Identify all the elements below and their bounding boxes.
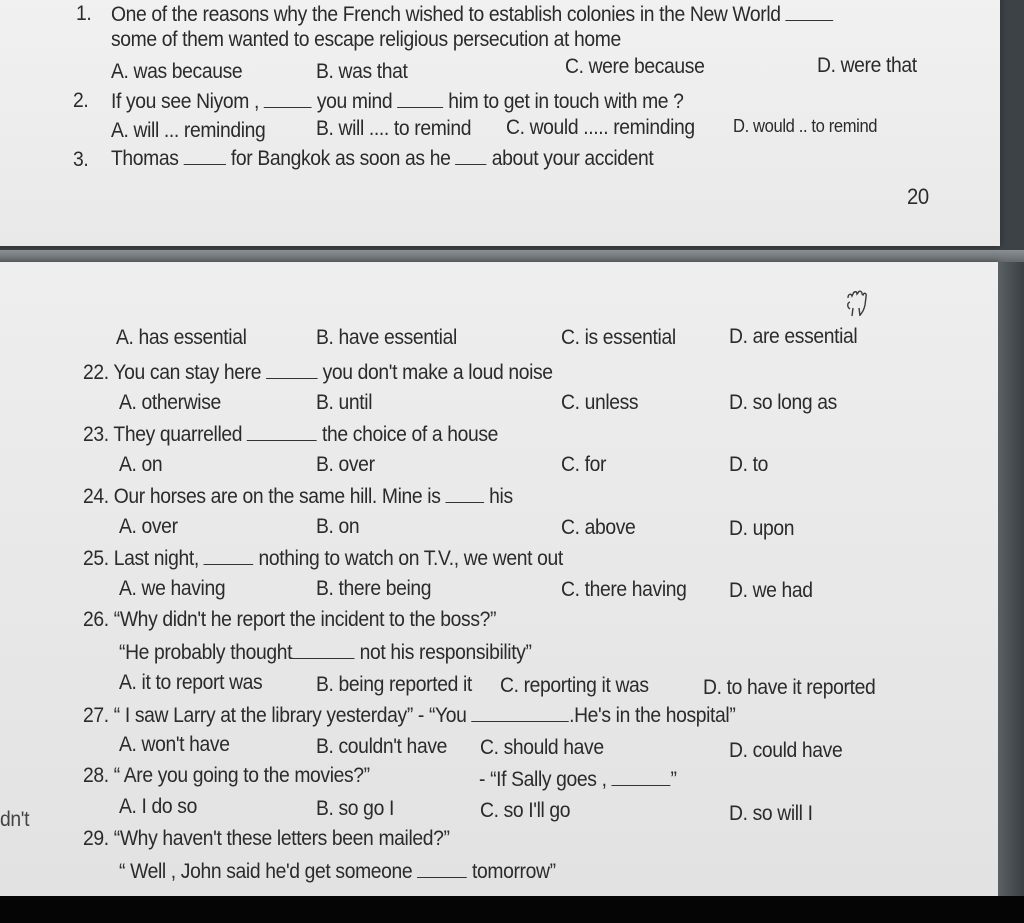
option-b: B. have essential <box>316 326 457 349</box>
option-d: D. to <box>729 453 768 476</box>
question-text: 26. “Why didn't he report the incident to the boss?” <box>83 608 497 631</box>
question-text: 22. You can stay here you don't make a loud noise <box>83 361 553 384</box>
hand-icon <box>840 288 874 322</box>
question-number: 1. <box>76 2 92 25</box>
option-c: C. would ..... reminding <box>506 116 695 139</box>
option-b: B. so go I <box>316 797 394 820</box>
question-number: 2. <box>73 89 89 112</box>
option-b: B. until <box>316 391 373 414</box>
question-number: 3. <box>73 148 89 171</box>
option-a: A. over <box>119 515 178 538</box>
question-text: 27. “ I saw Larry at the library yesterday” - “You .He's in the hospital” <box>83 704 736 727</box>
option-d: D. so will I <box>729 802 813 825</box>
option-b: B. on <box>316 515 360 538</box>
option-a: A. it to report was <box>119 671 263 694</box>
option-c: C. so I'll go <box>480 799 571 822</box>
question-text: If you see Niyom , you mind him to get in touch with me ? <box>111 90 684 113</box>
question-text: 24. Our horses are on the same hill. Mine is his <box>83 485 513 508</box>
question-text: Thomas for Bangkok as soon as he about your accident <box>111 147 654 170</box>
option-b: B. there being <box>316 577 432 600</box>
option-b: B. will .... to remind <box>316 117 472 140</box>
option-a: A. on <box>119 453 163 476</box>
question-text: 28. “ Are you going to the movies?” <box>83 764 370 787</box>
option-d: D. so long as <box>729 391 837 414</box>
option-c: C. there having <box>561 578 687 601</box>
option-a: A. was because <box>111 60 243 83</box>
margin-fragment: dn't <box>0 808 30 831</box>
option-c: C. should have <box>480 736 604 759</box>
option-d: D. could have <box>729 739 843 762</box>
option-c: C. above <box>561 516 636 539</box>
option-d: D. would .. to remind <box>733 116 878 136</box>
option-a: A. otherwise <box>119 391 221 414</box>
question-text: 29. “Why haven't these letters been mailed?” <box>83 827 450 850</box>
option-d: D. were that <box>817 54 917 77</box>
option-b: B. over <box>316 453 375 476</box>
option-c: C. were because <box>565 55 705 78</box>
option-a: A. has essential <box>116 326 247 349</box>
option-d: D. upon <box>729 517 795 540</box>
bottom-bezel <box>0 896 1024 923</box>
background-edge <box>998 262 1024 902</box>
question-text: some of them wanted to escape religious persecution at home <box>111 28 621 51</box>
question-text: One of the reasons why the French wished to establish colonies in the New World <box>111 2 834 27</box>
option-b: B. couldn't have <box>316 735 447 758</box>
option-b: B. was that <box>316 60 408 83</box>
option-a: A. I do so <box>119 795 197 818</box>
option-b: B. being reported it <box>316 673 472 696</box>
option-d: D. to have it reported <box>703 676 876 699</box>
option-d: D. we had <box>729 579 813 602</box>
option-a: A. will ... reminding <box>111 119 266 142</box>
page-number: 20 <box>907 184 929 209</box>
option-c: C. reporting it was <box>500 674 649 697</box>
question-text: 25. Last night, nothing to watch on T.V., we went out <box>83 547 563 570</box>
option-d: D. are essential <box>729 325 858 348</box>
option-c: C. unless <box>561 391 639 414</box>
option-a: A. won't have <box>119 733 230 756</box>
option-a: A. we having <box>119 577 226 600</box>
question-text: - “If Sally goes , ” <box>479 768 677 791</box>
option-c: C. is essential <box>561 326 676 349</box>
question-text: 23. They quarrelled the choice of a house <box>83 423 499 446</box>
question-text: “ Well , John said he'd get someone tomorrow” <box>119 860 556 883</box>
question-text: “He probably thought not his responsibility” <box>119 641 532 664</box>
option-c: C. for <box>561 453 607 476</box>
